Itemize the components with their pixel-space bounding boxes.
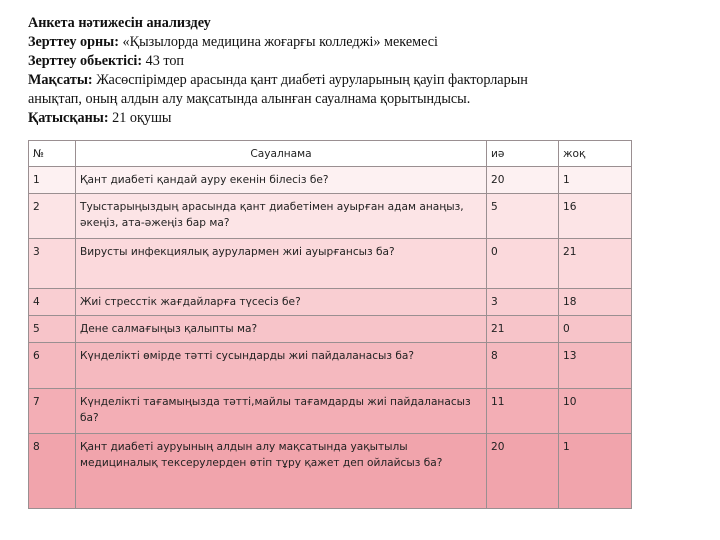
row-yes: 3 [487, 289, 559, 316]
header-no: жоқ [559, 141, 632, 167]
row-no: 21 [559, 239, 632, 289]
report-header [28, 14, 708, 128]
row-no: 1 [559, 167, 632, 194]
row-no: 13 [559, 343, 632, 389]
row-question: Жиі стресстік жағдайларға түсесіз бе? [76, 289, 487, 316]
row-yes: 20 [487, 167, 559, 194]
research-goal: Мақсаты: Жасөспірімдер арасында қант диабеті ауруларының қауіп факторларын [28, 72, 528, 88]
table-row [29, 194, 632, 239]
table-row [29, 434, 632, 509]
row-yes: 21 [487, 316, 559, 343]
row-number: 3 [29, 239, 76, 289]
table-row [29, 289, 632, 316]
participants: Қатысқаны: 21 оқушы [28, 110, 172, 126]
table-row [29, 316, 632, 343]
table-header-row [29, 141, 632, 167]
survey-table [28, 140, 632, 509]
row-question: Туыстарыңыздың арасында қант диабетімен ауырған адам анаңыз, әкеңіз, ата-әжеңіз бар ма? [76, 194, 487, 239]
row-number: 4 [29, 289, 76, 316]
table-row [29, 167, 632, 194]
row-no: 0 [559, 316, 632, 343]
row-number: 1 [29, 167, 76, 194]
row-number: 5 [29, 316, 76, 343]
row-number: 8 [29, 434, 76, 509]
header-question: Сауалнама [76, 141, 487, 167]
row-number: 2 [29, 194, 76, 239]
row-yes: 11 [487, 389, 559, 434]
row-no: 16 [559, 194, 632, 239]
table-row [29, 389, 632, 434]
row-yes: 8 [487, 343, 559, 389]
research-goal-cont: анықтап, оның алдын алу мақсатында алынған сауалнама қорытындысы. [28, 91, 471, 107]
row-yes: 0 [487, 239, 559, 289]
row-number: 6 [29, 343, 76, 389]
header-yes: иә [487, 141, 559, 167]
research-place: Зерттеу орны: «Қызылорда медицина жоғарғы колледжі» мекемесі [28, 34, 439, 50]
row-yes: 5 [487, 194, 559, 239]
table-row [29, 239, 632, 289]
row-no: 1 [559, 434, 632, 509]
row-question: Дене салмағыңыз қалыпты ма? [76, 316, 487, 343]
row-question: Вирусты инфекциялық аурулармен жиі ауырғансыз ба? [76, 239, 487, 289]
row-question: Күнделікті өмірде тәтті сусындарды жиі пайдаланасыз ба? [76, 343, 487, 389]
research-object: Зерттеу обьектісі: 43 топ [28, 53, 185, 69]
table-row [29, 343, 632, 389]
row-question: Қант диабеті қандай ауру екенін білесіз бе? [76, 167, 487, 194]
header-number: № [29, 141, 76, 167]
row-no: 10 [559, 389, 632, 434]
page-title: Анкета нәтижесін анализдеу [28, 15, 211, 31]
row-number: 7 [29, 389, 76, 434]
row-question: Қант диабеті ауруының алдын алу мақсатында уақытылы медициналық тексерулерден өтіп тұру қажет деп ойлайсыз ба? [76, 434, 487, 509]
row-yes: 20 [487, 434, 559, 509]
row-no: 18 [559, 289, 632, 316]
row-question: Күнделікті тағамыңызда тәтті,майлы тағамдарды жиі пайдаланасыз ба? [76, 389, 487, 434]
